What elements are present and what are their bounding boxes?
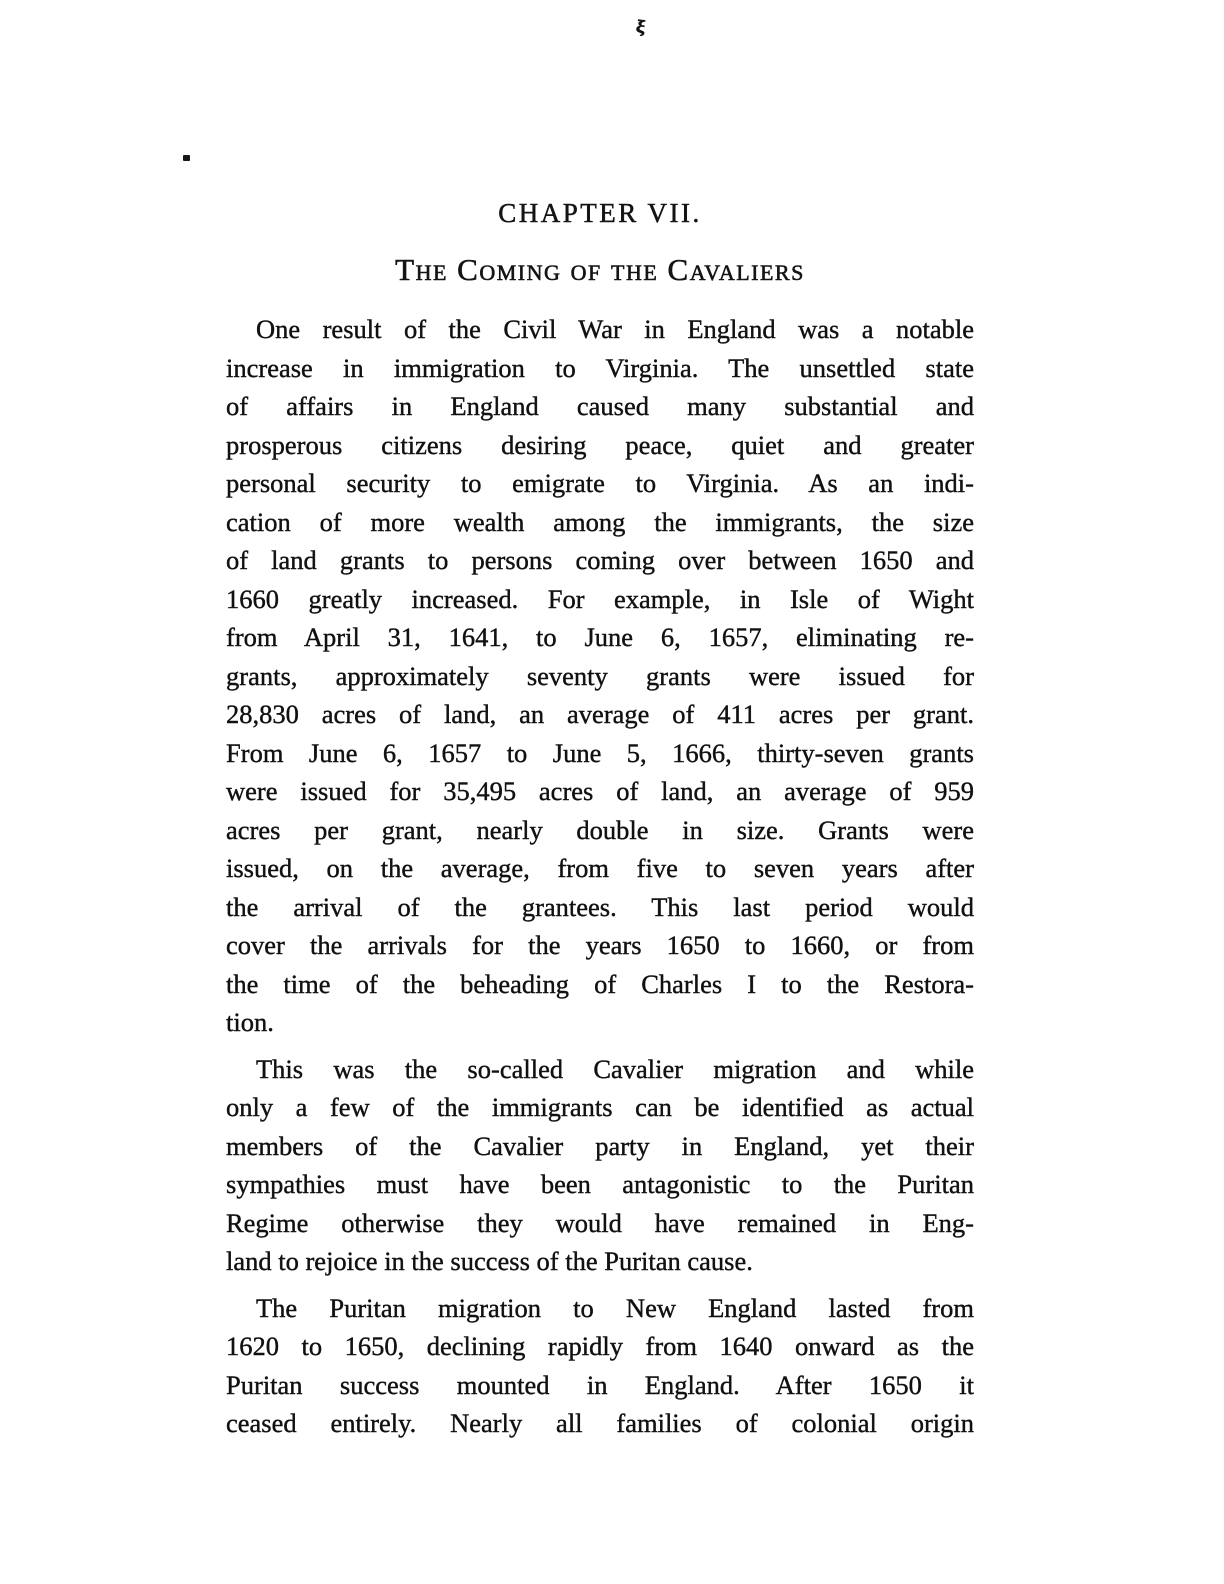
body-text — [226, 310, 974, 1443]
chapter-heading: CHAPTER VII. — [498, 198, 702, 228]
text-line: prosperous citizens desiring peace, quiet and greater — [226, 429, 974, 460]
text-line: cover the arrivals for the years 1650 to 1660, or from — [226, 930, 974, 960]
text-line: personal security to emigrate to Virginia. As an indi- — [226, 468, 974, 498]
text-line: grants, approximately seventy grants were issued for — [226, 660, 974, 691]
text-line: This was the so-called Cavalier migration and while — [256, 1053, 974, 1084]
text-line: Regime otherwise they would have remained in Eng- — [226, 1207, 974, 1238]
ink-dot — [183, 155, 190, 161]
paragraph — [226, 1050, 974, 1281]
text-line: of affairs in England caused many substantial and — [226, 391, 974, 421]
text-line: From June 6, 1657 to June 5, 1666, thirty-seven grants — [226, 737, 974, 768]
ink-smudge-icon: ξ — [634, 16, 647, 38]
text-line: 1660 greatly increased. For example, in Isle of Wight — [226, 583, 974, 614]
chapter-subheading: The Coming of the Cavaliers — [395, 252, 805, 287]
text-line: acres per grant, nearly double in size. Grants were — [226, 814, 974, 845]
text-line: tion. — [226, 1007, 274, 1037]
text-line: 1620 to 1650, declining rapidly from 1640 onward as the — [226, 1331, 974, 1361]
text-line: issued, on the average, from five to seven years after — [226, 853, 974, 883]
text-block — [226, 196, 974, 1443]
text-line: cation of more wealth among the immigrants, the size — [226, 506, 974, 537]
text-line: were issued for 35,495 acres of land, an average of 959 — [226, 776, 974, 806]
text-line: from April 31, 1641, to June 6, 1657, eliminating re- — [226, 622, 974, 652]
text-line: the time of the beheading of Charles I to the Restora- — [226, 968, 974, 999]
text-line: 28,830 acres of land, an average of 411 acres per grant. — [226, 699, 974, 729]
paragraph — [226, 310, 974, 1042]
text-line: One result of the Civil War in England was a notable — [256, 314, 974, 344]
paragraph — [226, 1289, 974, 1443]
text-line: Puritan success mounted in England. After 1650 it — [226, 1369, 974, 1400]
text-line: ceased entirely. Nearly all families of colonial origin — [226, 1408, 974, 1438]
text-line: land to rejoice in the success of the Puritan cause. — [226, 1246, 753, 1276]
text-line: The Puritan migration to New England lasted from — [256, 1292, 974, 1323]
text-line: of land grants to persons coming over between 1650 and — [226, 545, 974, 575]
text-line: increase in immigration to Virginia. The unsettled state — [226, 352, 974, 383]
text-line: the arrival of the grantees. This last period would — [226, 891, 974, 922]
text-line: sympathies must have been antagonistic to the Puritan — [226, 1169, 974, 1199]
text-line: only a few of the immigrants can be identified as actual — [226, 1092, 974, 1122]
text-line: members of the Cavalier party in England, yet their — [226, 1130, 974, 1161]
